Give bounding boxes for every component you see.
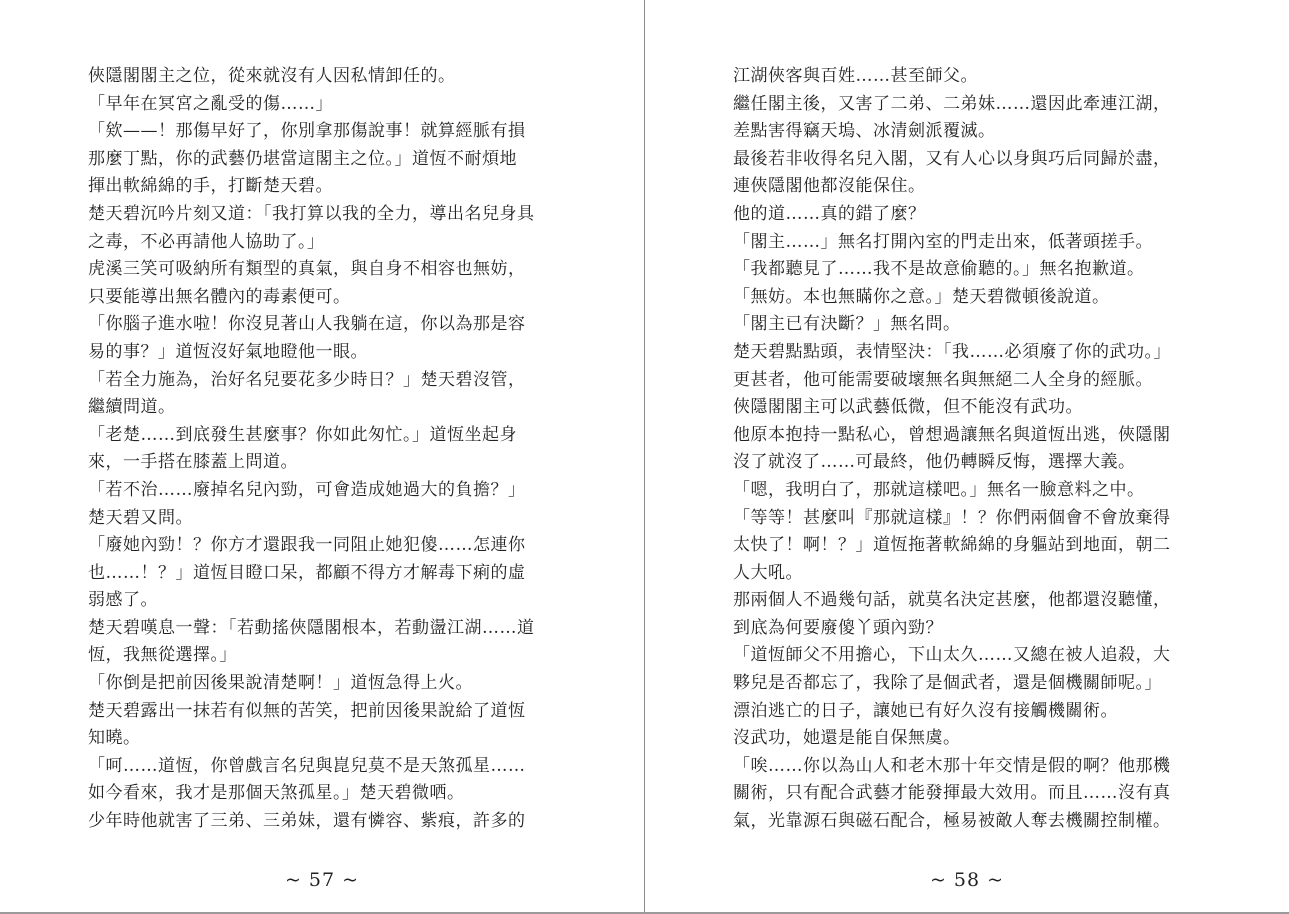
text-line: 楚天碧點點頭，表情堅決：「我……必須廢了你的武功。」 [733, 341, 1171, 362]
text-line: 只要能導出無名體內的毒素便可。 [88, 286, 351, 307]
left-page-body [88, 63, 558, 836]
text-line: 他的道……真的錯了麼？ [733, 203, 926, 224]
text-line: 「若不治……廢掉名兒內勁，可會造成她過大的負擔？」 [88, 479, 526, 500]
text-line: 「廢她內勁！？你方才還跟我一同阻止她犯傻……怎連你 [88, 535, 526, 556]
text-line: 楚天碧嘆息一聲：「若動搖俠隱閣根本，若動盪江湖……道 [88, 617, 535, 638]
text-line: 繼任閣主後，又害了二弟、二弟妹……還因此牽連江湖， [733, 93, 1171, 114]
text-line: 「唉……你以為山人和老木那十年交情是假的啊？他那機 [733, 755, 1171, 776]
text-line: 如今看來，我才是那個天煞孤星。」楚天碧微哂。 [88, 783, 465, 804]
text-line: 江湖俠客與百姓……甚至師父。 [733, 66, 978, 86]
text-line: 連俠隱閣他都沒能保住。 [733, 176, 926, 197]
text-line: 那麼丁點，你的武藝仍堪當這閣主之位。」道恆不耐煩地 [88, 148, 517, 169]
text-line: 之毒，不必再請他人協助了。」 [88, 231, 325, 252]
text-line: 弱感了。 [88, 590, 158, 611]
text-line: 「閣主已有決斷？」無名問。 [733, 314, 961, 335]
text-line: 差點害得竊天塢、冰清劍派覆滅。 [733, 121, 996, 142]
text-line: 虎溪三笑可吸納所有類型的真氣，與自身不相容也無妨， [88, 259, 526, 280]
text-line: 楚天碧又問。 [88, 507, 193, 528]
text-line: 「若全力施為，治好名兒要花多少時日？」楚天碧沒管， [88, 369, 526, 390]
text-line: 關術，只有配合武藝才能發揮最大效用。而且……沒有真 [733, 783, 1171, 804]
text-line: 「嗯，我明白了，那就這樣吧。」無名一臉意料之中。 [733, 479, 1145, 500]
text-line: 也……！？」道恆目瞪口呆，都顧不得方才解毒下痢的虛 [88, 562, 526, 583]
text-line: 繼續問道。 [88, 397, 176, 418]
text-line: 俠隱閣閣主之位，從來就沒有人因私情卸任的。 [88, 66, 456, 86]
text-line: 「道恆師父不用擔心，下山太久……又總在被人追殺，大 [733, 645, 1171, 666]
text-line: 「等等！甚麼叫『那就這樣』！？你們兩個會不會放棄得 [733, 507, 1171, 528]
text-line: 沒了就沒了……可最終，他仍轉瞬反悔，選擇大義。 [733, 452, 1136, 473]
text-line: 楚天碧沉吟片刻又道：「我打算以我的全力，導出名兒身具 [88, 203, 535, 224]
text-line: 易的事？」道恆沒好氣地瞪他一眼。 [88, 341, 368, 362]
text-line: 太快了！啊！？」道恆拖著軟綿綿的身軀站到地面，朝二 [733, 535, 1171, 556]
text-line: 知曉。 [88, 728, 141, 749]
text-line: 「閣主……」無名打開內室的門走出來，低著頭搓手。 [733, 231, 1153, 252]
text-line: 到底為何要廢傻丫頭內勁？ [733, 617, 943, 638]
text-line: 「你腦子進水啦！你沒見著山人我躺在這，你以為那是容 [88, 314, 526, 335]
text-line: 少年時他就害了三弟、三弟妹，還有憐容、紫痕，許多的 [88, 811, 526, 832]
text-line: 更甚者，他可能需要破壞無名與無絕二人全身的經脈。 [733, 369, 1153, 390]
text-line: 那兩個人不過幾句話，就莫名決定甚麼，他都還沒聽懂， [733, 590, 1171, 611]
text-line: 最後若非收得名兒入閣，又有人心以身與巧后同歸於盡， [733, 148, 1171, 169]
text-line: 來，一手搭在膝蓋上問道。 [88, 452, 298, 473]
right-page [645, 0, 1289, 912]
text-line: 「早年在冥宮之亂受的傷……」 [88, 93, 333, 114]
text-line: 夥兒是否都忘了，我除了是個武者，還是個機關師呢。」 [733, 673, 1162, 694]
text-line: 揮出軟綿綿的手，打斷楚天碧。 [88, 176, 333, 197]
text-line: 恆，我無從選擇。」 [88, 645, 237, 666]
text-line: 「我都聽見了……我不是故意偷聽的。」無名抱歉道。 [733, 259, 1145, 280]
page-number-left: ~ 57 ~ [284, 869, 360, 891]
right-page-body [733, 63, 1203, 836]
text-line: 「欸——！那傷早好了，你別拿那傷說事！就算經脈有損 [88, 121, 526, 142]
page-number-right: ~ 58 ~ [929, 869, 1005, 891]
text-line: 沒武功，她還是能自保無虞。 [733, 728, 961, 749]
text-line: 「老楚……到底發生甚麼事？你如此匆忙。」道恆坐起身 [88, 424, 517, 445]
text-line: 「無妨。本也無瞞你之意。」楚天碧微頓後說道。 [733, 286, 1110, 307]
text-line: 漂泊逃亡的日子，讓她已有好久沒有接觸機關術。 [733, 700, 1118, 721]
text-line: 他原本抱持一點私心，曾想過讓無名與道恆出逃，俠隱閣 [733, 424, 1171, 445]
text-line: 人大吼。 [733, 562, 803, 583]
text-line: 俠隱閣閣主可以武藝低微，但不能沒有武功。 [733, 397, 1083, 418]
text-line: 楚天碧露出一抹若有似無的苦笑，把前因後果說給了道恆 [88, 700, 526, 721]
left-page [0, 0, 644, 912]
text-line: 「你倒是把前因後果說清楚啊！」道恆急得上火。 [88, 673, 473, 694]
text-line: 氣，光靠源石與磁石配合，極易被敵人奪去機關控制權。 [733, 811, 1171, 832]
text-line: 「呵……道恆，你曾戲言名兒與崑兒莫不是天煞孤星…… [88, 755, 526, 776]
